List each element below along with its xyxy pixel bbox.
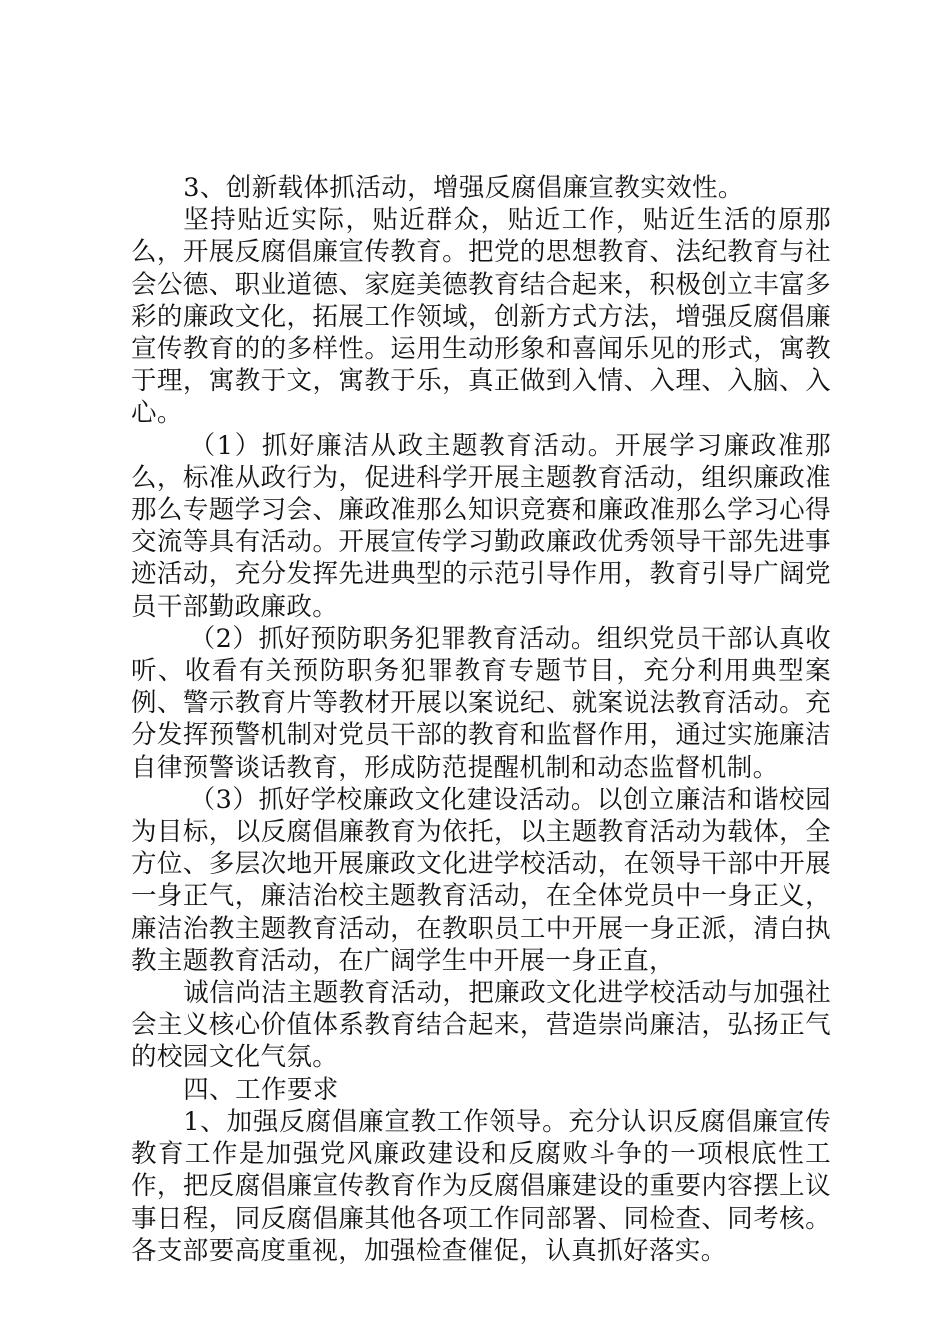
paragraph-principle: 坚持贴近实际，贴近群众，贴近工作，贴近生活的原那么，开展反腐倡廉宣传教育。把党的思想教育、法纪教育与社会公德、职业道德、家庭美德教育结合起来，积极创立丰富多彩的廉政文化，拓展工作领域，创新方式方法，增强反腐倡廉宣传教育的的多样性。运用生动形象和喜闻乐见的形式，寓教于理，寓教于文，寓教于乐，真正做到入情、入理、入脑、入心。 [131,205,831,429]
paragraph-item-2: （2）抓好预防职务犯罪教育活动。组织党员干部认真收听、收看有关预防职务犯罪教育专题节目，充分利用典型案例、警示教育片等教材开展以案说纪、就案说法教育活动。充分发挥预警机制对党员干部的教育和监督作用，通过实施廉洁自律预警谈话教育，形成防范提醒机制和动态监督机制。 [131,623,831,783]
document-body [131,172,831,1267]
paragraph-section-3-heading: 3、创新载体抓活动，增强反腐倡廉宣教实效性。 [183,173,744,203]
section-heading-work-requirements: 四、工作要求 [183,1074,339,1105]
paragraph-item-1: （1）抓好廉洁从政主题教育活动。开展学习廉政准那么，标准从政行为，促进科学开展主题教育活动，组织廉政准那么专题学习会、廉政准那么知识竞赛和廉政准那么学习心得交流等具有活动。开展宣传学习勤政廉政优秀领导干部先进事迹活动，充分发挥先进典型的示范引导作用，教育引导广阔党员干部勤政廉政。 [131,430,831,622]
paragraph-item-3: （3）抓好学校廉政文化建设活动。以创立廉洁和谐校园为目标，以反腐倡廉教育为依托，以主题教育活动为载体，全方位、多层次地开展廉政文化进学校活动，在领导干部中开展一身正气，廉洁治校主题教育活动，在全体党员中一身正义，廉洁治教主题教育活动，在教职员工中开展一身正派，清白执教主题教育活动，在广阔学生中开展一身正直， [131,784,831,976]
paragraph-requirement-1: 1、加强反腐倡廉宣教工作领导。充分认识反腐倡廉宣传教育工作是加强党风廉政建设和反腐败斗争的一项根底性工作，把反腐倡廉宣传教育作为反腐倡廉建设的重要内容摆上议事日程，同反腐倡廉其他各项工作同部署、同检查、同考核。各支部要高度重视，加强检查催促，认真抓好落实。 [131,1106,831,1266]
paragraph-integrity-activity: 诚信尚洁主题教育活动，把廉政文化进学校活动与加强社会主义核心价值体系教育结合起来，营造崇尚廉洁，弘扬正气的校园文化气氛。 [131,978,831,1073]
